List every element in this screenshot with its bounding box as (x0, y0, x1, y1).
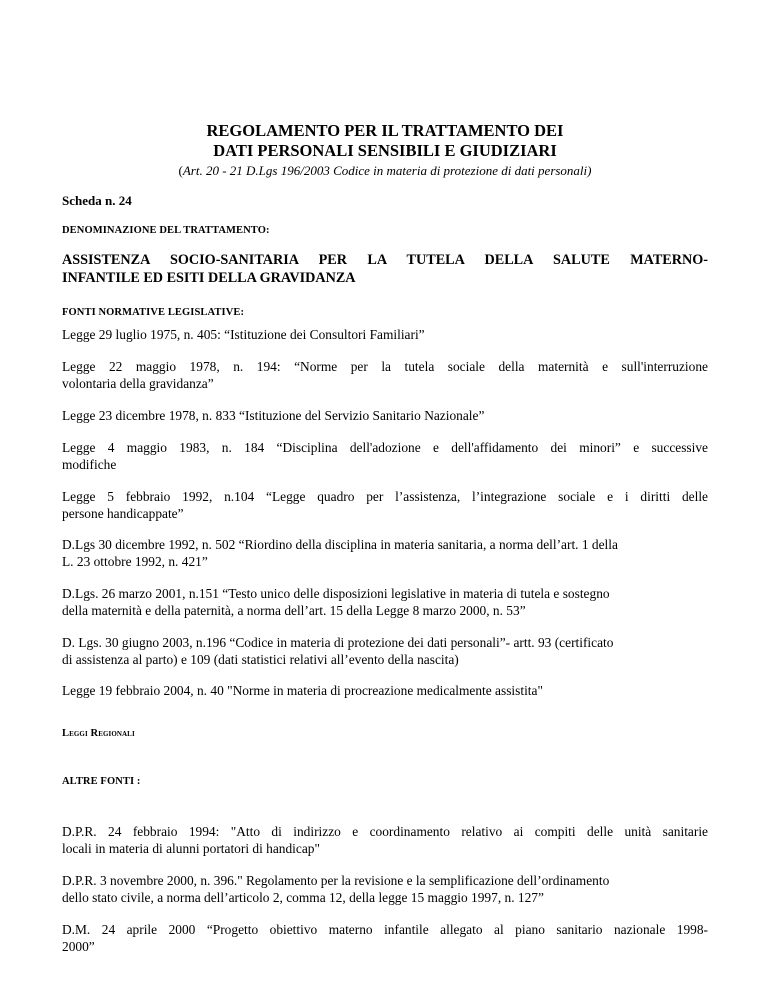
leggi-regionali-heading: Leggi Regionali (62, 728, 135, 739)
altre-fonti-line1: D.P.R. 3 novembre 2000, n. 396." Regolamento per la revisione e la semplificazione dell’ordinamento (62, 873, 610, 888)
law-item-4 (62, 439, 708, 473)
denominazione-heading: DENOMINAZIONE DEL TRATTAMENTO: (62, 225, 270, 236)
law-item-line1: Legge 29 luglio 1975, n. 405: “Istituzione dei Consultori Familiari” (62, 327, 425, 342)
denominazione-title-line2: INFANTILE ED ESITI DELLA GRAVIDANZA (62, 270, 356, 286)
altre-fonti-item-3 (62, 921, 708, 955)
law-item-line1: Legge 4 maggio 1983, n. 184 “Disciplina dell'adozione e dell'affidamento dei minori” e successive (62, 440, 708, 455)
altre-fonti-line1: D.P.R. 24 febbraio 1994: "Atto di indirizzo e coordinamento relativo ai compiti delle unità sanitarie (62, 824, 708, 839)
denominazione-title-line1: ASSISTENZA SOCIO-SANITARIA PER LA TUTELA DELLA SALUTE MATERNO- (62, 252, 708, 268)
scheda-number: Scheda n. 24 (62, 193, 132, 208)
document-subtitle (62, 163, 708, 179)
altre-fonti-item-1 (62, 823, 708, 857)
altre-fonti-line2: locali in materia di alunni portatori di handicap" (62, 841, 320, 856)
law-item-line2: L. 23 ottobre 1992, n. 421” (62, 554, 208, 569)
law-item-line2: persone handicappate” (62, 506, 184, 521)
altre-fonti-line1: D.M. 24 aprile 2000 “Progetto obiettivo materno infantile allegato al piano sanitario nazionale 1998- (62, 922, 708, 937)
document-title-line1: REGOLAMENTO PER IL TRATTAMENTO DEI (206, 121, 564, 140)
law-item-2 (62, 358, 708, 392)
altre-fonti-line2: dello stato civile, a norma dell’articolo 2, comma 12, della legge 15 maggio 1997, n. 127” (62, 890, 544, 905)
altre-fonti-item-2 (62, 872, 708, 906)
law-item-line1: Legge 19 febbraio 2004, n. 40 "Norme in materia di procreazione medicalmente assistita" (62, 683, 543, 698)
law-item-6 (62, 536, 708, 570)
subtitle-text: Art. 20 - 21 D.Lgs 196/2003 Codice in materia di protezione di dati personali) (182, 163, 592, 178)
document-title-line2: DATI PERSONALI SENSIBILI E GIUDIZIARI (213, 141, 557, 160)
altre-fonti-heading: ALTRE FONTI : (62, 776, 141, 787)
law-item-line1: D.Lgs. 26 marzo 2001, n.151 “Testo unico delle disposizioni legislative in materia di tutela e sostegno (62, 586, 610, 601)
law-item-line1: Legge 5 febbraio 1992, n.104 “Legge quadro per l’assistenza, l’integrazione sociale e i diritti delle (62, 489, 708, 504)
law-item-line1: Legge 22 maggio 1978, n. 194: “Norme per la tutela sociale della maternità e sull'interruzione (62, 359, 708, 374)
law-item-line1: D.Lgs 30 dicembre 1992, n. 502 “Riordino della disciplina in materia sanitaria, a norma dell’art. 1 della (62, 537, 618, 552)
law-item-9 (62, 682, 708, 699)
law-item-line2: volontaria della gravidanza” (62, 376, 214, 391)
law-item-line2: modifiche (62, 457, 117, 472)
law-item-7 (62, 585, 708, 619)
law-item-8 (62, 634, 708, 668)
law-item-line2: di assistenza al parto) e 109 (dati statistici relativi all’evento della nascita) (62, 652, 459, 667)
law-item-3 (62, 407, 708, 424)
law-item-line2: della maternità e della paternità, a norma dell’art. 15 della Legge 8 marzo 2000, n. 53” (62, 603, 526, 618)
law-item-line1: Legge 23 dicembre 1978, n. 833 “Istituzione del Servizio Sanitario Nazionale” (62, 408, 485, 423)
altre-fonti-line2: 2000” (62, 939, 95, 954)
fonti-legislative-heading: FONTI NORMATIVE LEGISLATIVE: (62, 307, 245, 318)
law-item-1 (62, 326, 708, 343)
law-item-5 (62, 488, 708, 522)
law-item-line1: D. Lgs. 30 giugno 2003, n.196 “Codice in materia di protezione dei dati personali”- artt. 93 (certificato (62, 635, 614, 650)
subtitle-open-paren: ( (178, 163, 183, 178)
denominazione-title (62, 251, 708, 287)
